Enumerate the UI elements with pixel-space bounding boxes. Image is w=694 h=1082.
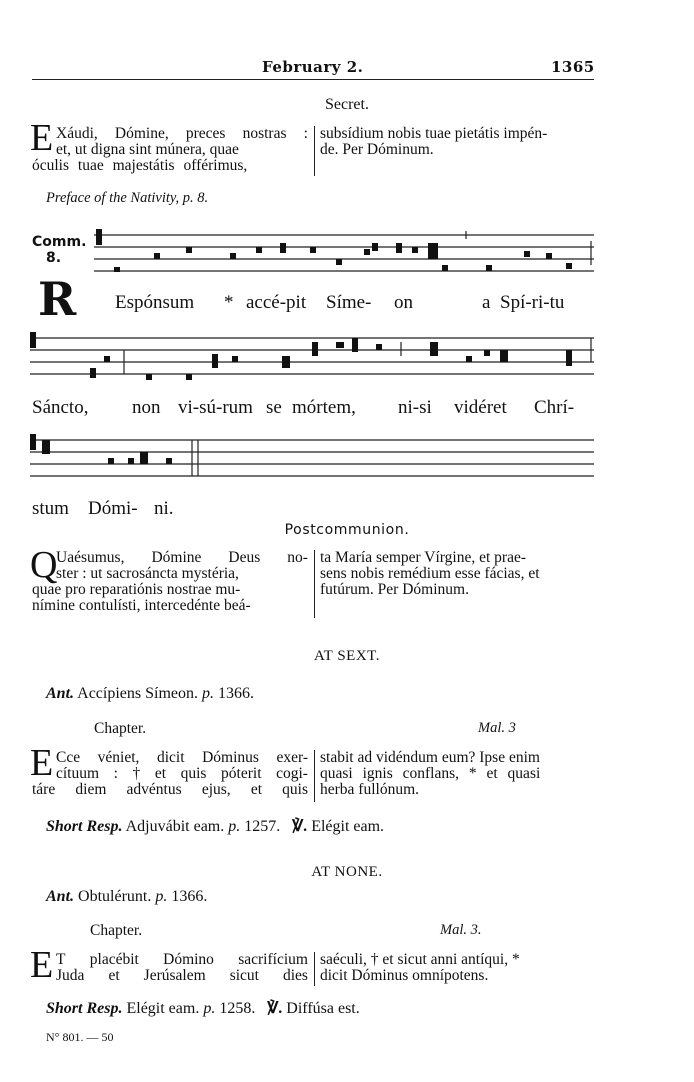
antiphon-label: Ant. [46,888,75,905]
secret-drop-initial: E [30,117,54,159]
lyric-syllable: Spí-ri-tu [500,292,565,313]
postcommunion-left-line: nímine contulísti, intercedénte beá- [32,597,251,614]
chant-staff-3 [0,430,694,490]
chant-staff-1 [0,225,694,285]
sext-left-line: táre diem advéntus ejus, et quis [32,781,308,798]
none-left-line: Juda et Jerúsalem sicut dies [56,967,308,984]
lyric-syllable: * [224,292,234,313]
column-divider [314,750,315,802]
communion-mode: 8. [46,250,62,266]
secret-left-line: Xáudi, Dómine, preces nostras : [56,125,308,142]
sext-chapter-text [0,750,694,802]
short-resp-label: Short Resp. [46,1000,123,1017]
postcommunion-title: Postcommunion. [284,522,410,538]
lyric-syllable: Sáncto, [32,397,89,418]
antiphon-ref-p: p. [155,888,168,905]
clef-mark [30,332,36,348]
chant-staff-2 [0,328,694,388]
secret-right-line: subsídium nobis tuae pietátis impén- [320,125,548,142]
secret-title: Secret. [325,96,369,113]
lyric-syllable: Espónsum [115,292,195,313]
antiphon-ref-num: 1366. [171,888,208,905]
secret-left-line: óculis tuae majestátis offérimus, [32,157,248,174]
none-right-line: saéculi, † et sicut anni antíqui, * [320,951,520,968]
versicle-text: Diffúsa est. [286,1000,360,1017]
printer-signature: N° 801. — 50 [46,1030,114,1044]
lyric-syllable: mórtem, [292,397,356,418]
lyric-syllable: Dómi- [88,498,138,519]
sext-chapter-ref: Mal. 3 [478,720,516,736]
column-divider [314,126,315,176]
lyric-syllable: accé-pit [246,292,307,313]
sext-right-line: herba fullónum. [320,781,420,798]
lyric-syllable: a [482,292,491,313]
lyric-syllable: vi-sú-rum [178,397,253,418]
lyric-syllable: ni-si [398,397,432,418]
postcommunion-right-line: sens nobis remédium esse fácias, et [320,565,540,582]
short-resp-p: p. [203,1000,216,1017]
short-resp-label: Short Resp. [46,818,123,835]
sext-antiphon [46,685,254,703]
secret-left-line: et, ut digna sint múnera, quae [56,141,239,158]
column-divider [314,550,315,618]
lyric-syllable: Síme- [326,292,372,313]
lyric-syllable: Chrí- [534,397,575,418]
none-chapter-label: Chapter. [90,922,143,939]
lyric-syllable: stum [32,498,69,519]
none-left-line: T placébit Dómino sacrifícium [56,951,308,968]
antiphon-text: Accípiens Símeon. [77,685,199,702]
sext-chapter-label: Chapter. [94,720,147,737]
short-resp-p: p. [228,818,241,835]
short-resp-text: Elégit eam. [126,1000,200,1017]
sext-left-line: cítuum : † et quis póterit cogi- [56,765,308,782]
communion-label: Comm. [32,234,87,250]
antiphon-ref-p: p. [202,685,215,702]
postcommunion-left-line: Uaésumus, Dómine Deus no- [56,549,308,566]
none-title: AT NONE. [311,864,383,880]
lyric-syllable: vidéret [454,397,507,418]
none-right-line: dicit Dóminus omnípotens. [320,967,489,984]
header-rule [32,79,594,80]
postcommunion-text [0,550,694,622]
sext-left-line: Cce véniet, dicit Dóminus exer- [56,749,308,766]
clef-mark [30,434,36,450]
sext-right-line: stabit ad vidéndum eum? Ipse enim [320,749,540,766]
none-drop-initial: E [30,944,54,986]
postcommunion-drop-initial: Q [30,544,58,586]
lyric-syllable: on [394,292,413,313]
lyric-syllable: non [132,397,161,418]
secret-right-line: de. Per Dóminum. [320,141,434,158]
antiphon-label: Ant. [46,685,75,702]
none-chapter-ref: Mal. 3. [440,922,482,938]
sext-drop-initial: E [30,742,54,784]
postcommunion-left-line: quae pro reparatiónis nostrae mu- [32,581,241,598]
column-divider [314,952,315,986]
none-chapter-text [0,952,694,988]
lyric-syllable: se [266,397,282,418]
sext-short-responsory [46,816,384,836]
postcommunion-left-line: ster : ut sacrosáncta mystéria, [56,565,239,582]
sext-title: AT SEXT. [314,648,380,664]
short-resp-num: 1258. [219,1000,256,1017]
page-number: 1365 [551,58,595,76]
versicle-icon: ℣. [292,818,308,835]
preface-note: Preface of the Nativity, p. 8. [46,190,209,206]
secret-text [0,126,694,178]
versicle-icon: ℣. [267,1000,283,1017]
clef-mark [96,229,102,245]
short-resp-text: Adjuvábit eam. [125,818,225,835]
postcommunion-right-line: ta María semper Vírgine, et prae- [320,549,527,566]
postcommunion-right-line: futúrum. Per Dóminum. [320,581,469,598]
short-resp-num: 1257. [244,818,281,835]
antiphon-text: Obtulérunt. [78,888,152,905]
none-antiphon [46,888,207,906]
antiphon-ref-num: 1366. [218,685,255,702]
running-date: February 2. [262,58,364,76]
versicle-text: Elégit eam. [311,818,385,835]
sext-right-line: quasi ignis conflans, * et quasi [320,765,541,782]
lyric-syllable: ni. [154,498,174,519]
none-short-responsory [46,998,360,1018]
communion-drop-initial: R [38,272,77,326]
